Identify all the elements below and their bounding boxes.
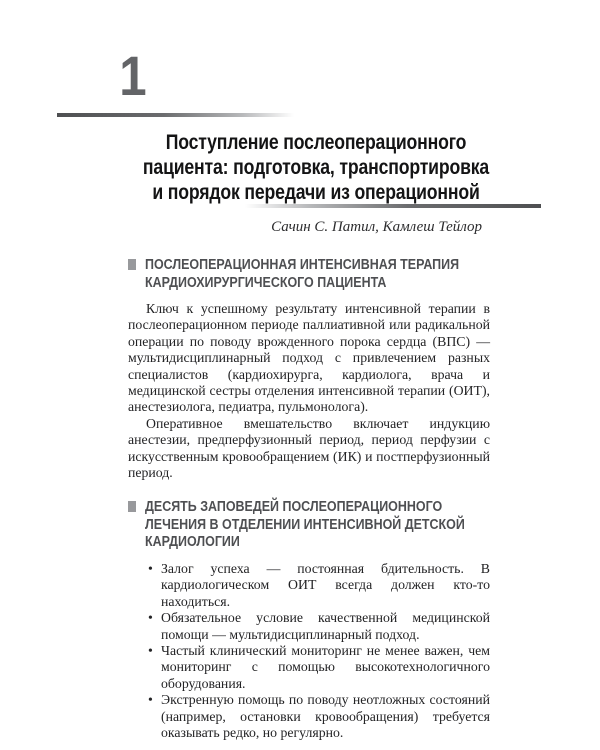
section-heading-text	[145, 257, 459, 292]
section-heading-line: КАРДИОЛОГИИ	[145, 534, 240, 551]
paragraph-2: Оперативное вмешательство включает индукцию анестезии, предперфузионный период, период перфузии с искусственным кровообращением (ИК) и постперфузионный период.	[128, 415, 490, 481]
list-item-text: Залог успеха — постоянная бдительность. В кардиологическом ОИТ всегда должен кто-то находиться.	[161, 560, 490, 609]
authors-line: Сачин С. Патил, Камлеш Тейлор	[271, 219, 482, 235]
chapter-title-line-1: Поступление послеоперационного	[165, 131, 467, 154]
list-item-text: Обязательное условие качественной медицинской помощи — мультидисциплинарный подход.	[161, 610, 490, 642]
bullet-icon: •	[148, 692, 153, 708]
section-heading-line: ЛЕЧЕНИЯ В ОТДЕЛЕНИИ ИНТЕНСИВНОЙ ДЕТСКОЙ	[145, 516, 465, 533]
section-heading-line: ПОСЛЕОПЕРАЦИОННАЯ ИНТЕНСИВНАЯ ТЕРАПИЯ	[145, 257, 460, 273]
section-heading-text	[145, 499, 465, 552]
bullet-icon: •	[148, 643, 153, 658]
list-item	[128, 692, 490, 741]
list-item	[128, 610, 490, 643]
paragraph-1: Ключ к успешному результату интенсивной терапии в послеоперационном периоде паллиативной или радикальной операции по поводу врожденного порока сердца (ВПС) — мультидисциплинарный подход с привлечением разных специалистов (кардиохирурга, кардиолога, врача и медицинской сестры отделения интенсивной терапии (ОИТ), анестезиолога, педиатра, пульмонолога).	[128, 301, 490, 415]
square-marker-icon	[128, 501, 136, 512]
chapter-number: 1	[119, 44, 147, 107]
list-item	[128, 643, 490, 692]
section-heading-line: КАРДИОХИРУРГИЧЕСКОГО ПАЦИЕНТА	[145, 274, 387, 291]
bullet-icon: •	[148, 610, 153, 626]
list-item-text: Экстренную помощь по поводу неотложных состояний (например, остановки кровообращения) требуется оказывать редко, но регулярно.	[161, 692, 490, 741]
list-item	[128, 561, 490, 610]
page-content	[128, 219, 490, 741]
chapter-rule-bottom	[245, 204, 541, 208]
section-heading-line: ДЕСЯТЬ ЗАПОВЕДЕЙ ПОСЛЕОПЕРАЦИОННОГО	[145, 499, 443, 516]
commandments-list	[128, 561, 490, 741]
square-marker-icon	[128, 259, 136, 270]
chapter-title-line-2: пациента: подготовка, транспортировка	[142, 156, 490, 179]
chapter-title-line-3: и порядок передачи из операционной	[152, 181, 480, 204]
section-heading-ten-commandments	[128, 499, 490, 552]
bullet-icon: •	[148, 560, 153, 576]
list-item-text: Частый клинический мониторинг не менее важен, чем мониторинг с помощью высокотехнологичного оборудования.	[161, 643, 490, 691]
chapter-title	[131, 130, 501, 205]
chapter-rule-top	[57, 113, 294, 117]
section-heading-postop-care	[128, 257, 490, 292]
